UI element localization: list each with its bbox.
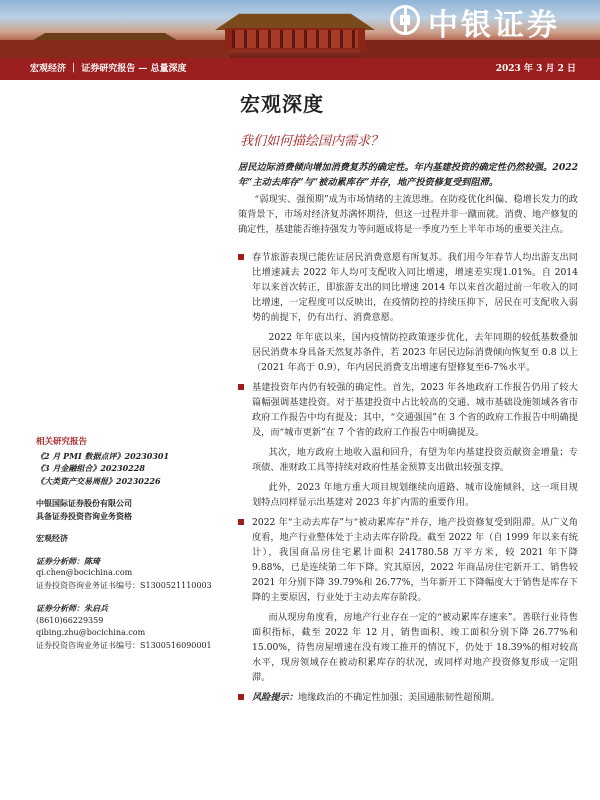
- spacer: [36, 592, 226, 602]
- related-report-link[interactable]: 《大类资产交易周报》20230226: [36, 475, 161, 486]
- bullet-consumption: [238, 250, 578, 325]
- report-subtitle: 我们如何描绘国内需求？: [240, 134, 384, 149]
- company-qualification: 具备证券投资咨询业务资格: [36, 510, 132, 521]
- paragraph: 此外，2023 年地方重大项目规划继续向道路、城市设施倾斜，这一项目规划特点同样显示出基建对 2023 年扩内需的重要作用。: [252, 482, 578, 508]
- related-report-link[interactable]: 《3 月金融组合》20230228: [36, 463, 145, 473]
- related-report-link[interactable]: 《2 月 PMI 数据点评》20230301: [36, 450, 170, 461]
- bullet-real-estate: [238, 515, 578, 605]
- risk-label: 风险提示：: [252, 692, 298, 703]
- analyst-certificate: 证券投资咨询业务证书编号：S1300521110003: [36, 580, 212, 590]
- analyst-email[interactable]: qibing.zhu@bocichina.com: [36, 628, 146, 637]
- paragraph: 而从现房角度看，房地产行业存在一定的“被动累库存速来”。善联行业待售面积指标，截至 2022 年 12 月，销售面积、竣工面积分别下降 26.77%和 15.00%，待售房屋增速在没有竣工推开的情况下，仍处于 18.39%的相对较高水平，现房领域存在被动积累库存的状况，或同样对地产投资修复形成一定阻滞。: [252, 612, 578, 683]
- spacer: [36, 487, 226, 497]
- bullet-square-icon: [238, 384, 244, 390]
- spacer: [36, 522, 226, 532]
- report-date: 2023 年 3 月 2 日: [495, 64, 576, 74]
- paragraph: 其次，地方政府土地收入温和回升，有望为年内基建投资贡献资金增量；专项债、准财政工具等持续对政府性基金预算支出做出较强支撑。: [252, 447, 578, 473]
- report-body: [238, 250, 578, 710]
- bullet-text: 2022 年“主动去库存”与“被动累库存”并存，地产投资修复受到阻滞。从广义角度看，地产行业整体处于主动去库存阶段。截至 2022 年（自 1999 年以来有统计），我国商品房住宅累计面积 241780.58 万平方米，较 2021 年下降 9.88%，已是连续第二年下降。究其原因，2022 年商品房住宅新开工、销售较 2021 年分别下降 39.79%和 26.77%，当年新开工下降幅度大于销售是库存下降的主要原因，行业处于主动去库存阶段。: [252, 517, 578, 603]
- bullet-risk: [238, 690, 578, 705]
- risk-text: 地缘政治的不确定性加强；美国通胀韧性超预期。: [297, 692, 501, 703]
- analyst-phone: (8610)66229359: [36, 615, 104, 625]
- header-banner: [0, 0, 600, 58]
- bullet-text: 春节旅游表现已能佐证居民消费意愿有所复苏。我们用今年春节人均出游支出同比增速减去 2022 年人均可支配收入同比增速，增速差实现1.01%。自 2014 年以来首次转正，即旅游支出的同比增速 2014 年以来首次超过前一年收入的同比增速，一定程度可以反映出，在疫情防控的持续压抑下，居民在可支配收入弱势的前提下，仍有出行、消费意愿。: [252, 252, 578, 323]
- bank-logo-icon: [390, 5, 420, 35]
- analyst-name: 证券分析师：朱启兵: [36, 603, 108, 613]
- bullet-text: 基建投资年内仍有较强的确定性。首先，2023 年各地政府工作报告仍用了较大篇幅强调基建投资。对于基建投资中占比较高的交通、城市基础设施领域各省市政府工作报告中均有提及；其中，“交通强国”在 3 个省的政府工作报告中明确提及，而“城市更新”在 7 个省的政府工作报告中明确提及。: [252, 382, 578, 438]
- company-name: 中银国际证券股份有限公司: [36, 498, 132, 508]
- summary-paragraph: 居民边际消费倾向增加消费复苏的确定性。年内基建投资的确定性仍然较强。2022 年“主动去库存”与“被动累库存”并存，地产投资修复受到阻滞。: [238, 162, 578, 188]
- analyst-email[interactable]: qi.chen@bocichina.com: [36, 568, 133, 577]
- bullet-square-icon: [238, 254, 244, 260]
- bullet-square-icon: [238, 519, 244, 525]
- breadcrumb: 宏观经济 ｜ 证券研究报告 — 总量深度: [30, 64, 187, 74]
- bullet-square-icon: [238, 694, 244, 700]
- intro-paragraph: “弱现实、强预期”成为市场情绪的主流思维。在防疫优化纠偏、稳增长发力的政策背景下，市场对经济复苏满怀期待，但这一过程并非一蹴而就。消费、地产修复的确定性，基建能否维持强发力等问题成将是一季度乃至上半年市场的重要关注点。: [238, 194, 578, 235]
- sector-label: 宏观经济: [36, 533, 68, 543]
- company-logo: [390, 2, 595, 42]
- analyst-certificate: 证券投资咨询业务证书编号：S1300516090001: [36, 640, 212, 650]
- bullet-infrastructure: [238, 380, 578, 440]
- sidebar: [36, 436, 226, 652]
- paragraph: 2022 年年底以来，国内疫情防控政策逐步优化，去年同期的较低基数叠加居民消费本身具备天然复苏条件，若 2023 年居民边际消费倾向恢复至 0.8 以上（2021 年高于 0.9），年内居民消费支出增速有望修复至6-7%水平。: [252, 332, 578, 373]
- banner-hall-columns: [232, 30, 358, 48]
- banner-wall-left: [0, 40, 230, 58]
- logo-text: 中银证券: [428, 8, 560, 43]
- related-reports-heading: 相关研究报告: [36, 437, 88, 447]
- analyst-name: 证券分析师：陈琦: [36, 555, 100, 566]
- report-title: 宏观深度: [240, 92, 324, 116]
- spacer: [36, 545, 226, 555]
